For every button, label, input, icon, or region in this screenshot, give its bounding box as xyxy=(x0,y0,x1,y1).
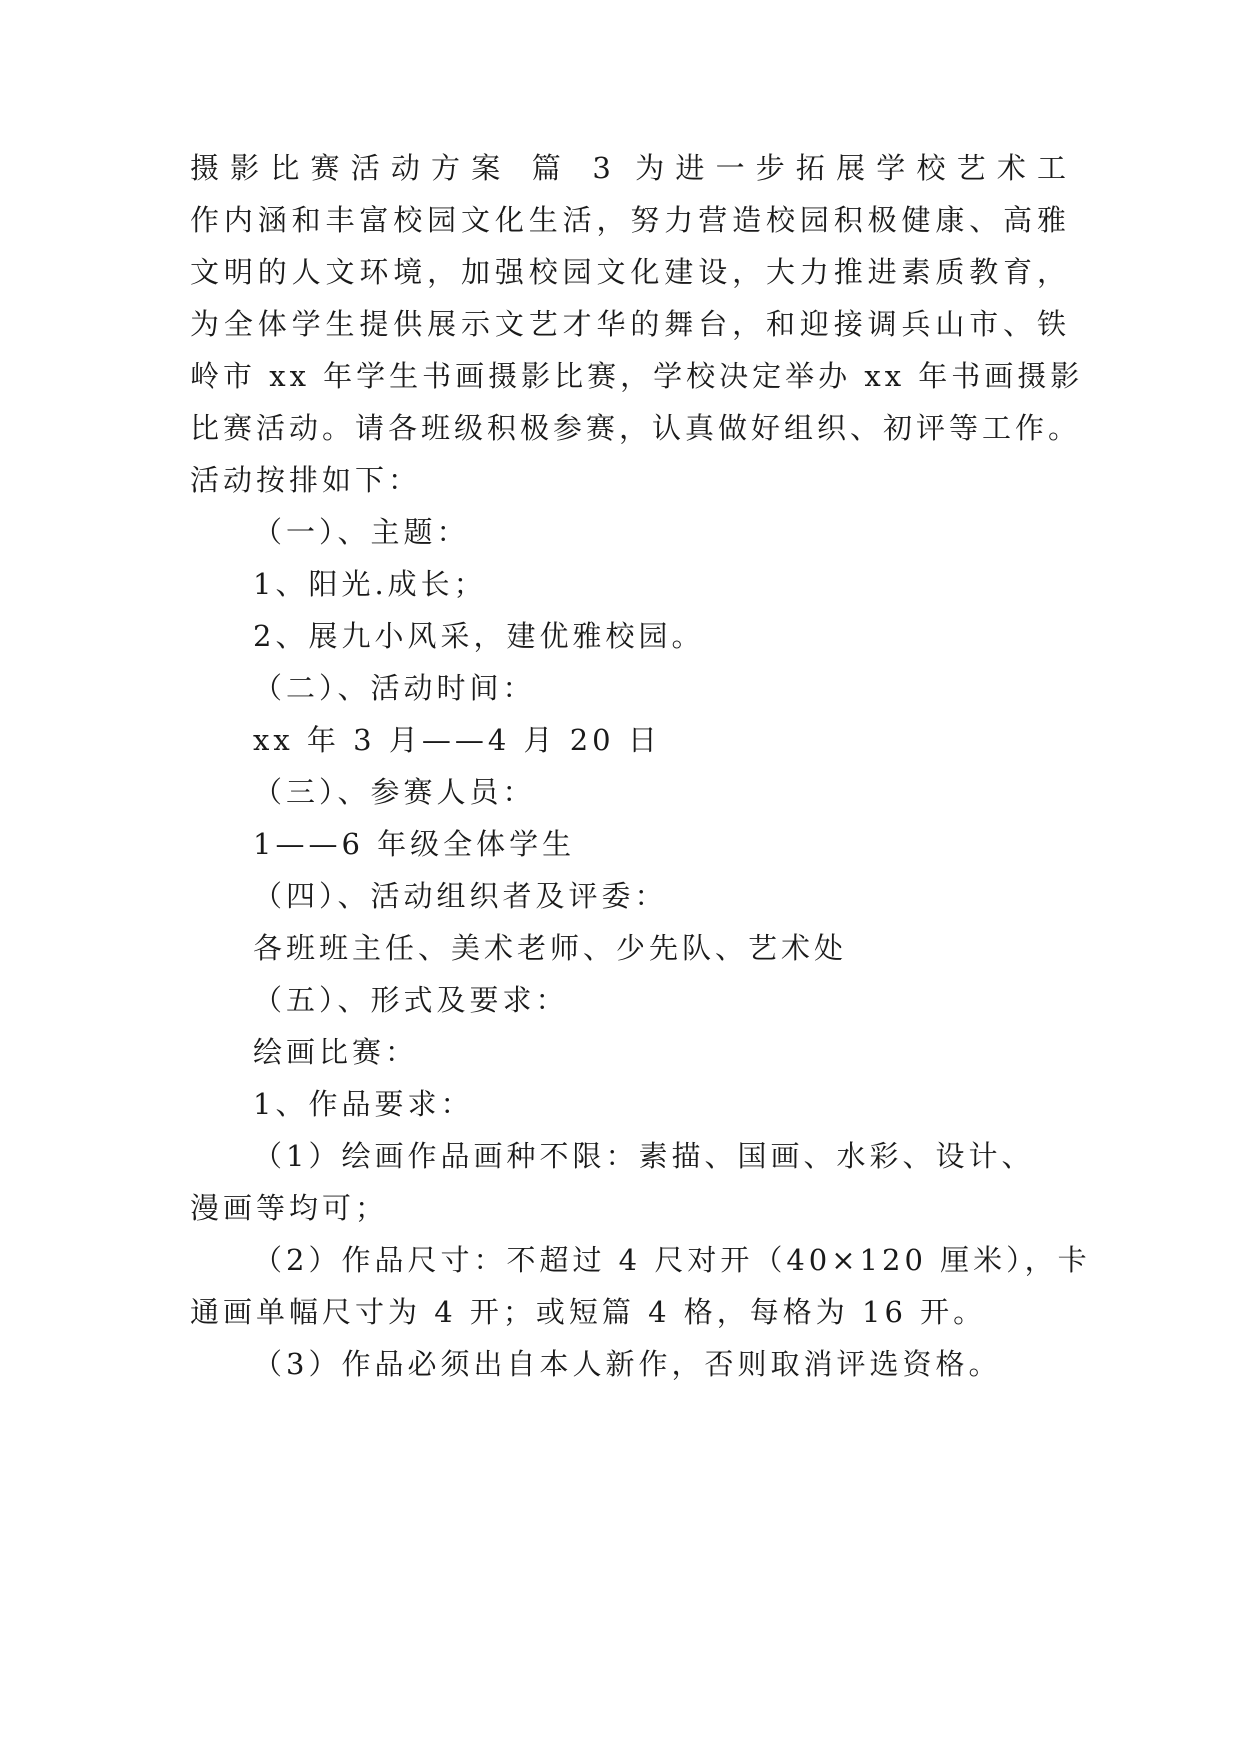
intro-line-7: 活动按排如下： xyxy=(190,463,422,497)
requirement-1-line-2: 漫画等均可； xyxy=(190,1191,389,1225)
theme-item-1: 1、阳光.成长； xyxy=(253,567,487,601)
painting-heading: 绘画比赛： xyxy=(253,1035,419,1069)
participants-value: 1——6 年级全体学生 xyxy=(253,827,576,861)
requirements-heading: 1、作品要求： xyxy=(253,1087,474,1121)
requirement-3: （3）作品必须出自本人新作，否则取消评选资格。 xyxy=(253,1347,1002,1381)
organizers-value: 各班班主任、美术老师、少先队、艺术处 xyxy=(253,931,848,965)
format-heading: （五）、形式及要求： xyxy=(253,983,569,1017)
intro-line-5: 岭市 xx 年学生书画摄影比赛，学校决定举办 xx 年书画摄影 xyxy=(190,359,1084,393)
requirement-1-line-1: （1）绘画作品画种不限：素描、国画、水彩、设计、 xyxy=(253,1139,1035,1173)
intro-line-3: 文明的人文环境，加强校园文化建设，大力推进素质教育， xyxy=(190,255,1070,289)
theme-item-2: 2、展九小风采，建优雅校园。 xyxy=(253,619,705,653)
participants-heading: （三）、参赛人员： xyxy=(253,775,536,809)
theme-heading: （一）、主题： xyxy=(253,515,470,549)
intro-line-4: 为全体学生提供展示文艺才华的舞台，和迎接调兵山市、铁 xyxy=(190,307,1070,341)
intro-line-6: 比赛活动。请各班级积极参赛，认真做好组织、初评等工作。 xyxy=(190,411,1082,445)
time-value: xx 年 3 月——4 月 20 日 xyxy=(253,723,661,757)
intro-line-2: 作内涵和丰富校园文化生活，努力营造校园积极健康、高雅 xyxy=(190,203,1070,237)
requirement-2-line-2: 通画单幅尺寸为 4 开；或短篇 4 格，每格为 16 开。 xyxy=(190,1295,987,1329)
intro-line-1: 摄影比赛活动方案 篇 3 为进一步拓展学校艺术工 xyxy=(190,151,1070,185)
time-heading: （二）、活动时间： xyxy=(253,671,536,705)
organizers-heading: （四）、活动组织者及评委： xyxy=(253,879,668,913)
requirement-2-line-1: （2）作品尺寸：不超过 4 尺对开（40×120 厘米），卡 xyxy=(253,1243,1091,1277)
